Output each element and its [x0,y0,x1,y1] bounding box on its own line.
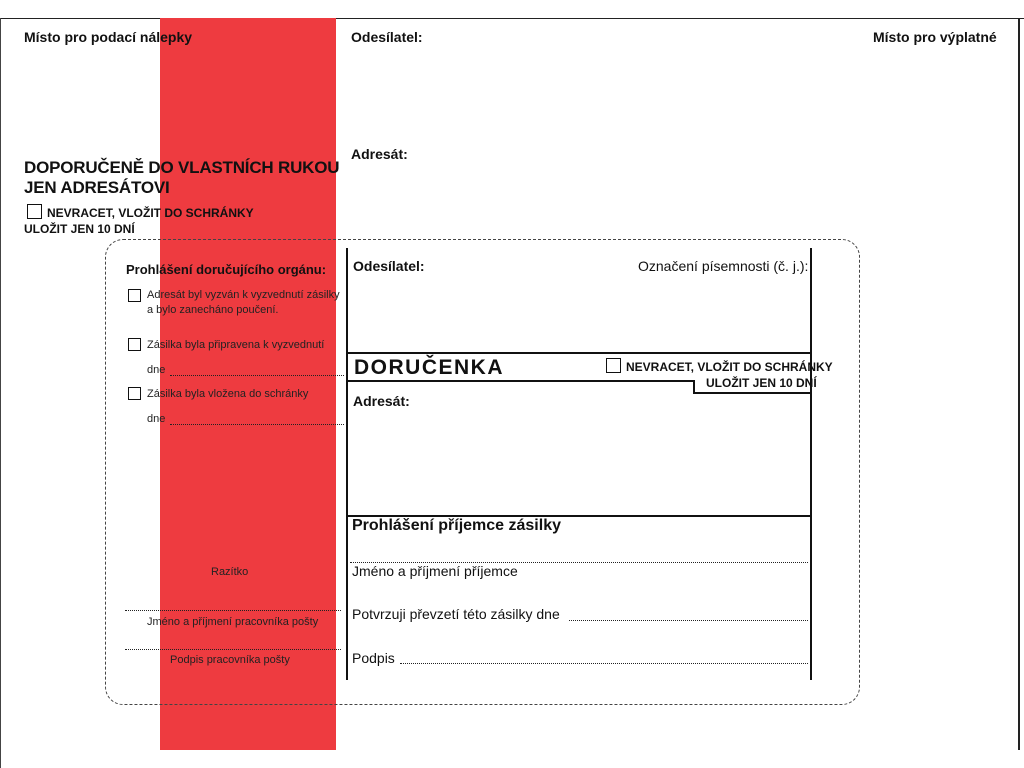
confirm-date-label: Potvrzuji převzetí této zásilky dne [352,606,560,622]
option2-checkbox[interactable] [128,338,141,351]
receipt-title-bottom-line [346,380,694,382]
delivery-type-line2: JEN ADRESÁTOVI [24,178,170,197]
receipt-right-border [810,248,812,680]
receipt-no-return-label: NEVRACET, VLOŽIT DO SCHRÁNKY [626,360,833,374]
signature-label: Podpis [352,650,395,666]
form-border-right [1018,18,1020,750]
receipt-title-top-line [346,352,812,354]
option1-checkbox[interactable] [128,289,141,302]
option3-date-line[interactable] [170,424,344,425]
form-border-left [0,18,1,768]
sender-label: Odesílatel: [351,29,423,45]
receipt-no-return-checkbox[interactable] [606,358,621,373]
option1-line2: a bylo zanecháno poučení. [147,304,279,316]
receipt-addressee-label: Adresát: [353,393,410,409]
form-border-top [0,18,1024,19]
tab-bottom-line [693,392,812,394]
option3-label: Zásilka byla vložena do schránky [147,388,309,400]
no-return-label: NEVRACET, VLOŽIT DO SCHRÁNKY [47,206,254,220]
option1-line1: Adresát byl vyzván k vyzvednutí zásilky [147,289,340,301]
option3-date-label: dne [147,413,166,425]
postal-worker-name-label: Jméno a příjmení pracovníka pošty [147,616,319,628]
option2-date-line[interactable] [170,375,344,376]
no-return-checkbox[interactable] [27,204,42,219]
recipient-statement-title: Prohlášení příjemce zásilky [352,517,561,534]
addressee-label: Adresát: [351,146,408,162]
postage-place-label: Místo pro výplatné [873,29,997,45]
delivery-statement-title: Prohlášení doručujícího orgánu: [126,262,327,277]
receipt-title: DORUČENKA [354,356,504,379]
recipient-name-label: Jméno a příjmení příjemce [352,563,518,579]
document-mark-label: Označení písemnosti (č. j.): [638,258,809,274]
postal-worker-name-line[interactable] [125,610,341,611]
confirm-date-line[interactable] [569,620,808,621]
receipt-sender-label: Odesílatel: [353,258,425,274]
option3-checkbox[interactable] [128,387,141,400]
store-label: ULOŽIT JEN 10 DNÍ [24,222,135,236]
receipt-store-label: ULOŽIT JEN 10 DNÍ [706,376,817,390]
stamp-label: Razítko [211,566,249,578]
postal-worker-signature-line[interactable] [125,649,341,650]
postal-worker-signature-label: Podpis pracovníka pošty [170,654,290,666]
receipt-left-border [346,248,348,680]
signature-line[interactable] [400,663,808,664]
option2-date-label: dne [147,364,166,376]
delivery-type-line1: DOPORUČENĚ DO VLASTNÍCH RUKOU [24,158,340,177]
option2-label: Zásilka byla připravena k vyzvednutí [147,339,325,351]
stamp-place-label: Místo pro podací nálepky [24,29,193,45]
